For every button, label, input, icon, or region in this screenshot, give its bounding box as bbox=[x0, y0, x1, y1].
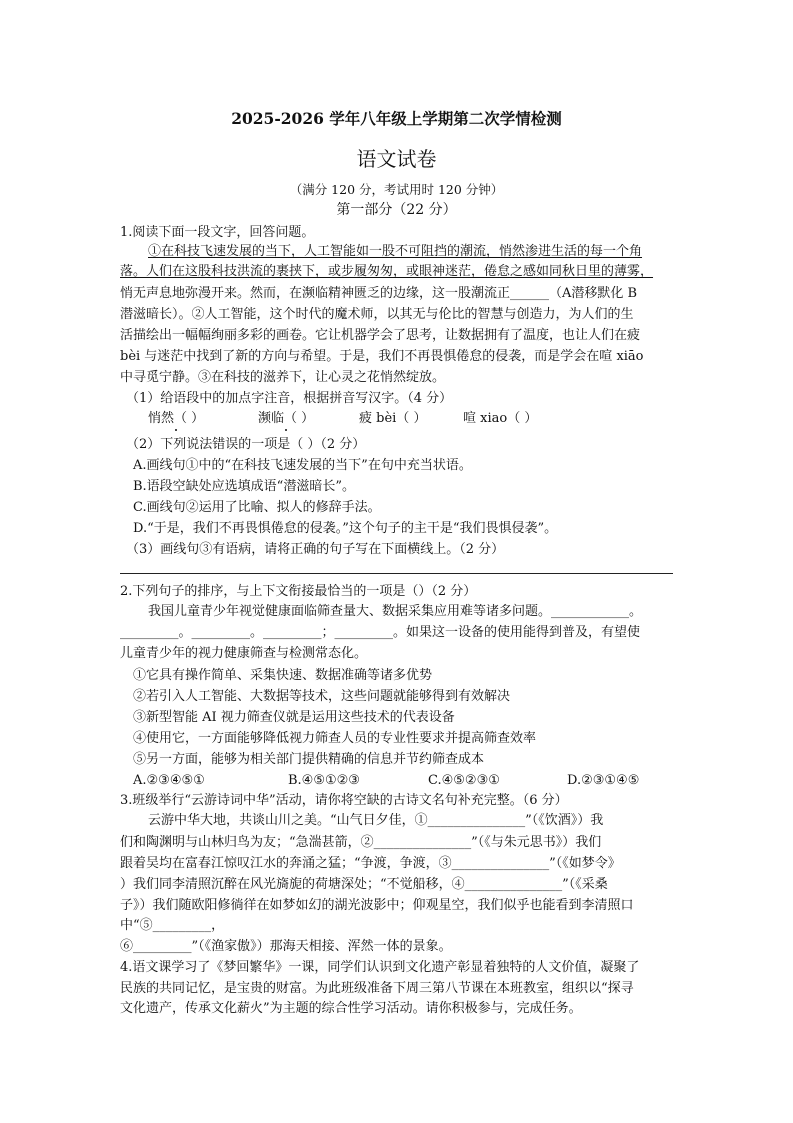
q1-sub2: （2）下列说法错误的一项是（ ）（2 分） bbox=[126, 437, 366, 452]
q2-stem: 2.下列句子的排序，与上下文衔接最恰当的一项是（）（2 分） bbox=[120, 584, 477, 599]
q3-line-3: 跟着吴均在富春江惊叹江水的奔涌之猛；“争渡，争渡，③_______________”（《如梦令》 bbox=[120, 856, 621, 871]
q2-item-5: ⑤另一方面，能够为相关部门提供精确的信息并节约筛查成本 bbox=[133, 752, 485, 767]
q3-line-6: 中“⑤_________， bbox=[120, 918, 225, 933]
q1-para-line-2-text: 落。人们在这股科技洪流的裹挟下，或步履匆匆，或眼神迷茫，倦怠之感如同秋日里的薄雾， bbox=[120, 264, 654, 279]
q1-para-line-4: 潜滋暗长）。②人工智能，这个时代的魔术师，以其无与伦比的智慧与创造力，为人们的生 bbox=[120, 307, 634, 322]
q3-stem: 3.班级举行“云游诗词中华”活动，请你将空缺的古诗文名句补充完整。（6 分） bbox=[120, 793, 568, 808]
q2-item-4: ④使用它，一方面能够降低视力筛查人员的专业性要求并提高筛查效率 bbox=[133, 731, 537, 746]
q2-choice-a: A.②③④⑤① bbox=[133, 773, 205, 788]
q3-line-7: ⑥_________”（《渔家傲》）那海天相接、浑然一体的景象。 bbox=[120, 939, 452, 954]
q3-line-1: 云游中华大地，共谈山川之美。“山气日夕佳，①_______________”（《饮酒》）我 bbox=[148, 813, 604, 828]
q1-para-line-1: ①在科技飞速发展的当下，人工智能如一股不可阻挡的潮流，悄然渗进生活的每一个角 bbox=[148, 244, 643, 259]
q1-para-line-5: 活描绘出一幅幅绚丽多彩的画卷。它让机器学会了思考，让数据拥有了温度，也让人们在疲 bbox=[120, 328, 641, 343]
q4-line-1: 4.语文课学习了《梦回繁华》一课，同学们认识到文化遗产彰显着独特的人文价值，凝聚了 bbox=[120, 960, 640, 975]
q3-line-4: ）我们同李清照沉醉在风光旖旎的荷塘深处；“不觉船移，④_______________”（《采桑 bbox=[120, 877, 608, 892]
q1-stem: 1.阅读下面一段文字，回答问题。 bbox=[120, 225, 315, 240]
pinyin-item-2-text: 濒临（ ） bbox=[258, 411, 315, 426]
q4-line-2: 民族的共同记忆，是宝贵的财富。为此班级准备下周三第八节课在本班教室，组织以“探寻 bbox=[120, 981, 634, 996]
q1-para-line-2 bbox=[120, 263, 653, 281]
q2-para-line-2: _________。_________。_________；_________。如果这一设备的使用能得到普及，有望使 bbox=[120, 625, 641, 640]
q2-choice-d: D.②③①④⑤ bbox=[567, 773, 640, 788]
pinyin-item-4: 喧 xiao（ ） bbox=[463, 411, 538, 426]
exam-info: （满分 120 分，考试用时 120 分钟） bbox=[289, 182, 504, 197]
q1-para-line-3: 悄无声息地弥漫开来。然而，在濒临精神匮乏的边缘，这一股潮流正______（A潜移默化 B bbox=[120, 286, 638, 301]
pinyin-item-3: 疲 bèi（ ） bbox=[359, 411, 427, 426]
q2-choice-c: C.④⑤②③① bbox=[428, 773, 500, 788]
answer-line bbox=[120, 573, 673, 574]
q3-line-2: 们和陶渊明与山林归鸟为友；“急湍甚箭，②_______________”（《与朱元思书》）我们 bbox=[120, 835, 602, 850]
q2-item-1: ①它具有操作简单、采集快速、数据准确等诸多优势 bbox=[133, 668, 433, 683]
pinyin-item-1-text: 悄然（ ） bbox=[148, 411, 205, 426]
q2-para-line-1: 我国儿童青少年视觉健康面临筛查量大、数据采集应用难等诸多问题。____________。 bbox=[148, 604, 643, 619]
q1-sub3: （3）画线句③有语病，请将正确的句子写在下面横线上。（2 分） bbox=[126, 542, 505, 557]
exam-title: 2025-2026 学年八年级上学期第二次学情检测 bbox=[231, 109, 562, 128]
q1-para-line-7: 中寻觅宁静。③在科技的滋养下，让心灵之花悄然绽放。 bbox=[120, 370, 446, 385]
q2-para-line-3: 儿童青少年的视力健康筛查与检测常态化。 bbox=[120, 646, 368, 661]
q2-item-2: ②若引入人工智能、大数据等技术，这些问题就能够得到有效解决 bbox=[133, 689, 511, 704]
pinyin-item-1 bbox=[148, 410, 204, 428]
q1-sub1: （1）给语段中的加点字注音，根据拼音写汉字。（4 分） bbox=[126, 391, 453, 406]
q3-line-5: 子》）我们随欧阳修徜徉在如梦如幻的湖光波影中；仰观星空，我们似乎也能看到李清照口 bbox=[120, 898, 634, 913]
q2-item-3: ③新型智能 AI 视力筛查仪就是运用这些技术的代表设备 bbox=[133, 710, 455, 725]
q4-line-3: 文化遗产，传承文化薪火”为主题的综合性学习活动。请你积极参与，完成任务。 bbox=[120, 1001, 582, 1016]
q1-option-d: D.“于是，我们不再畏惧倦怠的侵袭。”这个句子的主干是“我们畏惧侵袭”。 bbox=[133, 521, 558, 536]
part-title: 第一部分（22 分） bbox=[336, 202, 457, 218]
q2-choice-b: B.④⑤①②③ bbox=[288, 773, 360, 788]
q1-para-line-6: bèi 与迷茫中找到了新的方向与希望。于是，我们不再畏惧倦怠的侵袭，而是学会在喧 xiāo bbox=[120, 349, 644, 364]
q1-option-c: C.画线句②运用了比喻、拟人的修辞手法。 bbox=[133, 500, 381, 515]
q1-option-a: A.画线句①中的“在科技飞速发展的当下”在句中充当状语。 bbox=[133, 458, 472, 473]
subject-title: 语文试卷 bbox=[356, 147, 437, 171]
q1-option-b: B.语段空缺处应选填成语“潜滋暗长”。 bbox=[133, 479, 355, 494]
pinyin-item-2 bbox=[258, 410, 314, 428]
